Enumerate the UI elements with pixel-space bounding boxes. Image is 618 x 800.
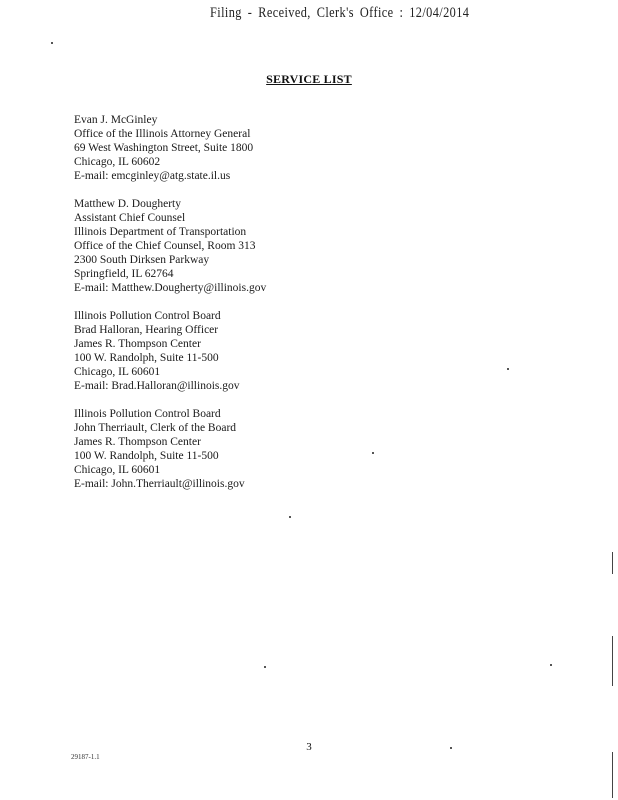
entry-line: Illinois Pollution Control Board [74, 408, 221, 420]
entry-line: Brad Halloran, Hearing Officer [74, 324, 219, 336]
entry-line: Springfield, IL 62764 [74, 268, 174, 280]
scan-edge-mark [612, 552, 613, 574]
page-number: 3 [306, 741, 312, 753]
document-id: 29187-1.1 [71, 753, 100, 761]
service-entry-halloran [74, 309, 266, 393]
service-list [74, 113, 266, 505]
service-entry-dougherty [74, 197, 266, 295]
entry-line: Chicago, IL 60602 [74, 156, 161, 168]
entry-email: E-mail: Brad.Halloran@illinois.gov [74, 380, 240, 392]
scan-edge-mark [612, 636, 613, 686]
entry-email: E-mail: John.Therriault@illinois.gov [74, 478, 245, 490]
entry-line: John Therriault, Clerk of the Board [74, 422, 237, 434]
entry-line: Evan J. McGinley [74, 114, 158, 126]
page-title: SERVICE LIST [266, 72, 352, 86]
entry-line: Illinois Pollution Control Board [74, 310, 221, 322]
entry-line: Office of the Illinois Attorney General [74, 128, 251, 140]
entry-line: Chicago, IL 60601 [74, 464, 161, 476]
entry-line: Illinois Department of Transportation [74, 226, 247, 238]
entry-line: Chicago, IL 60601 [74, 366, 161, 378]
entry-line: Office of the Chief Counsel, Room 313 [74, 240, 256, 252]
entry-line: James R. Thompson Center [74, 436, 201, 448]
scan-edge-mark [612, 752, 613, 798]
scan-speck [264, 666, 266, 668]
scan-speck [450, 747, 452, 749]
entry-line: 2300 South Dirksen Parkway [74, 254, 210, 266]
entry-line: James R. Thompson Center [74, 338, 201, 350]
entry-line: 100 W. Randolph, Suite 11-500 [74, 352, 219, 364]
entry-line: 69 West Washington Street, Suite 1800 [74, 142, 254, 154]
entry-email: E-mail: emcginley@atg.state.il.us [74, 170, 231, 182]
entry-line: Matthew D. Dougherty [74, 198, 181, 210]
scan-speck [550, 664, 552, 666]
filing-stamp-header: Filing - Received, Clerk's Office : 12/04/2014 [210, 5, 470, 21]
entry-email: E-mail: Matthew.Dougherty@illinois.gov [74, 282, 267, 294]
entry-line: Assistant Chief Counsel [74, 212, 186, 224]
service-entry-mcginley [74, 113, 266, 183]
scan-speck [507, 368, 509, 370]
service-entry-therriault [74, 407, 266, 491]
scan-speck [51, 42, 53, 44]
scan-speck [289, 516, 291, 518]
scan-speck [372, 452, 374, 454]
entry-line: 100 W. Randolph, Suite 11-500 [74, 450, 219, 462]
